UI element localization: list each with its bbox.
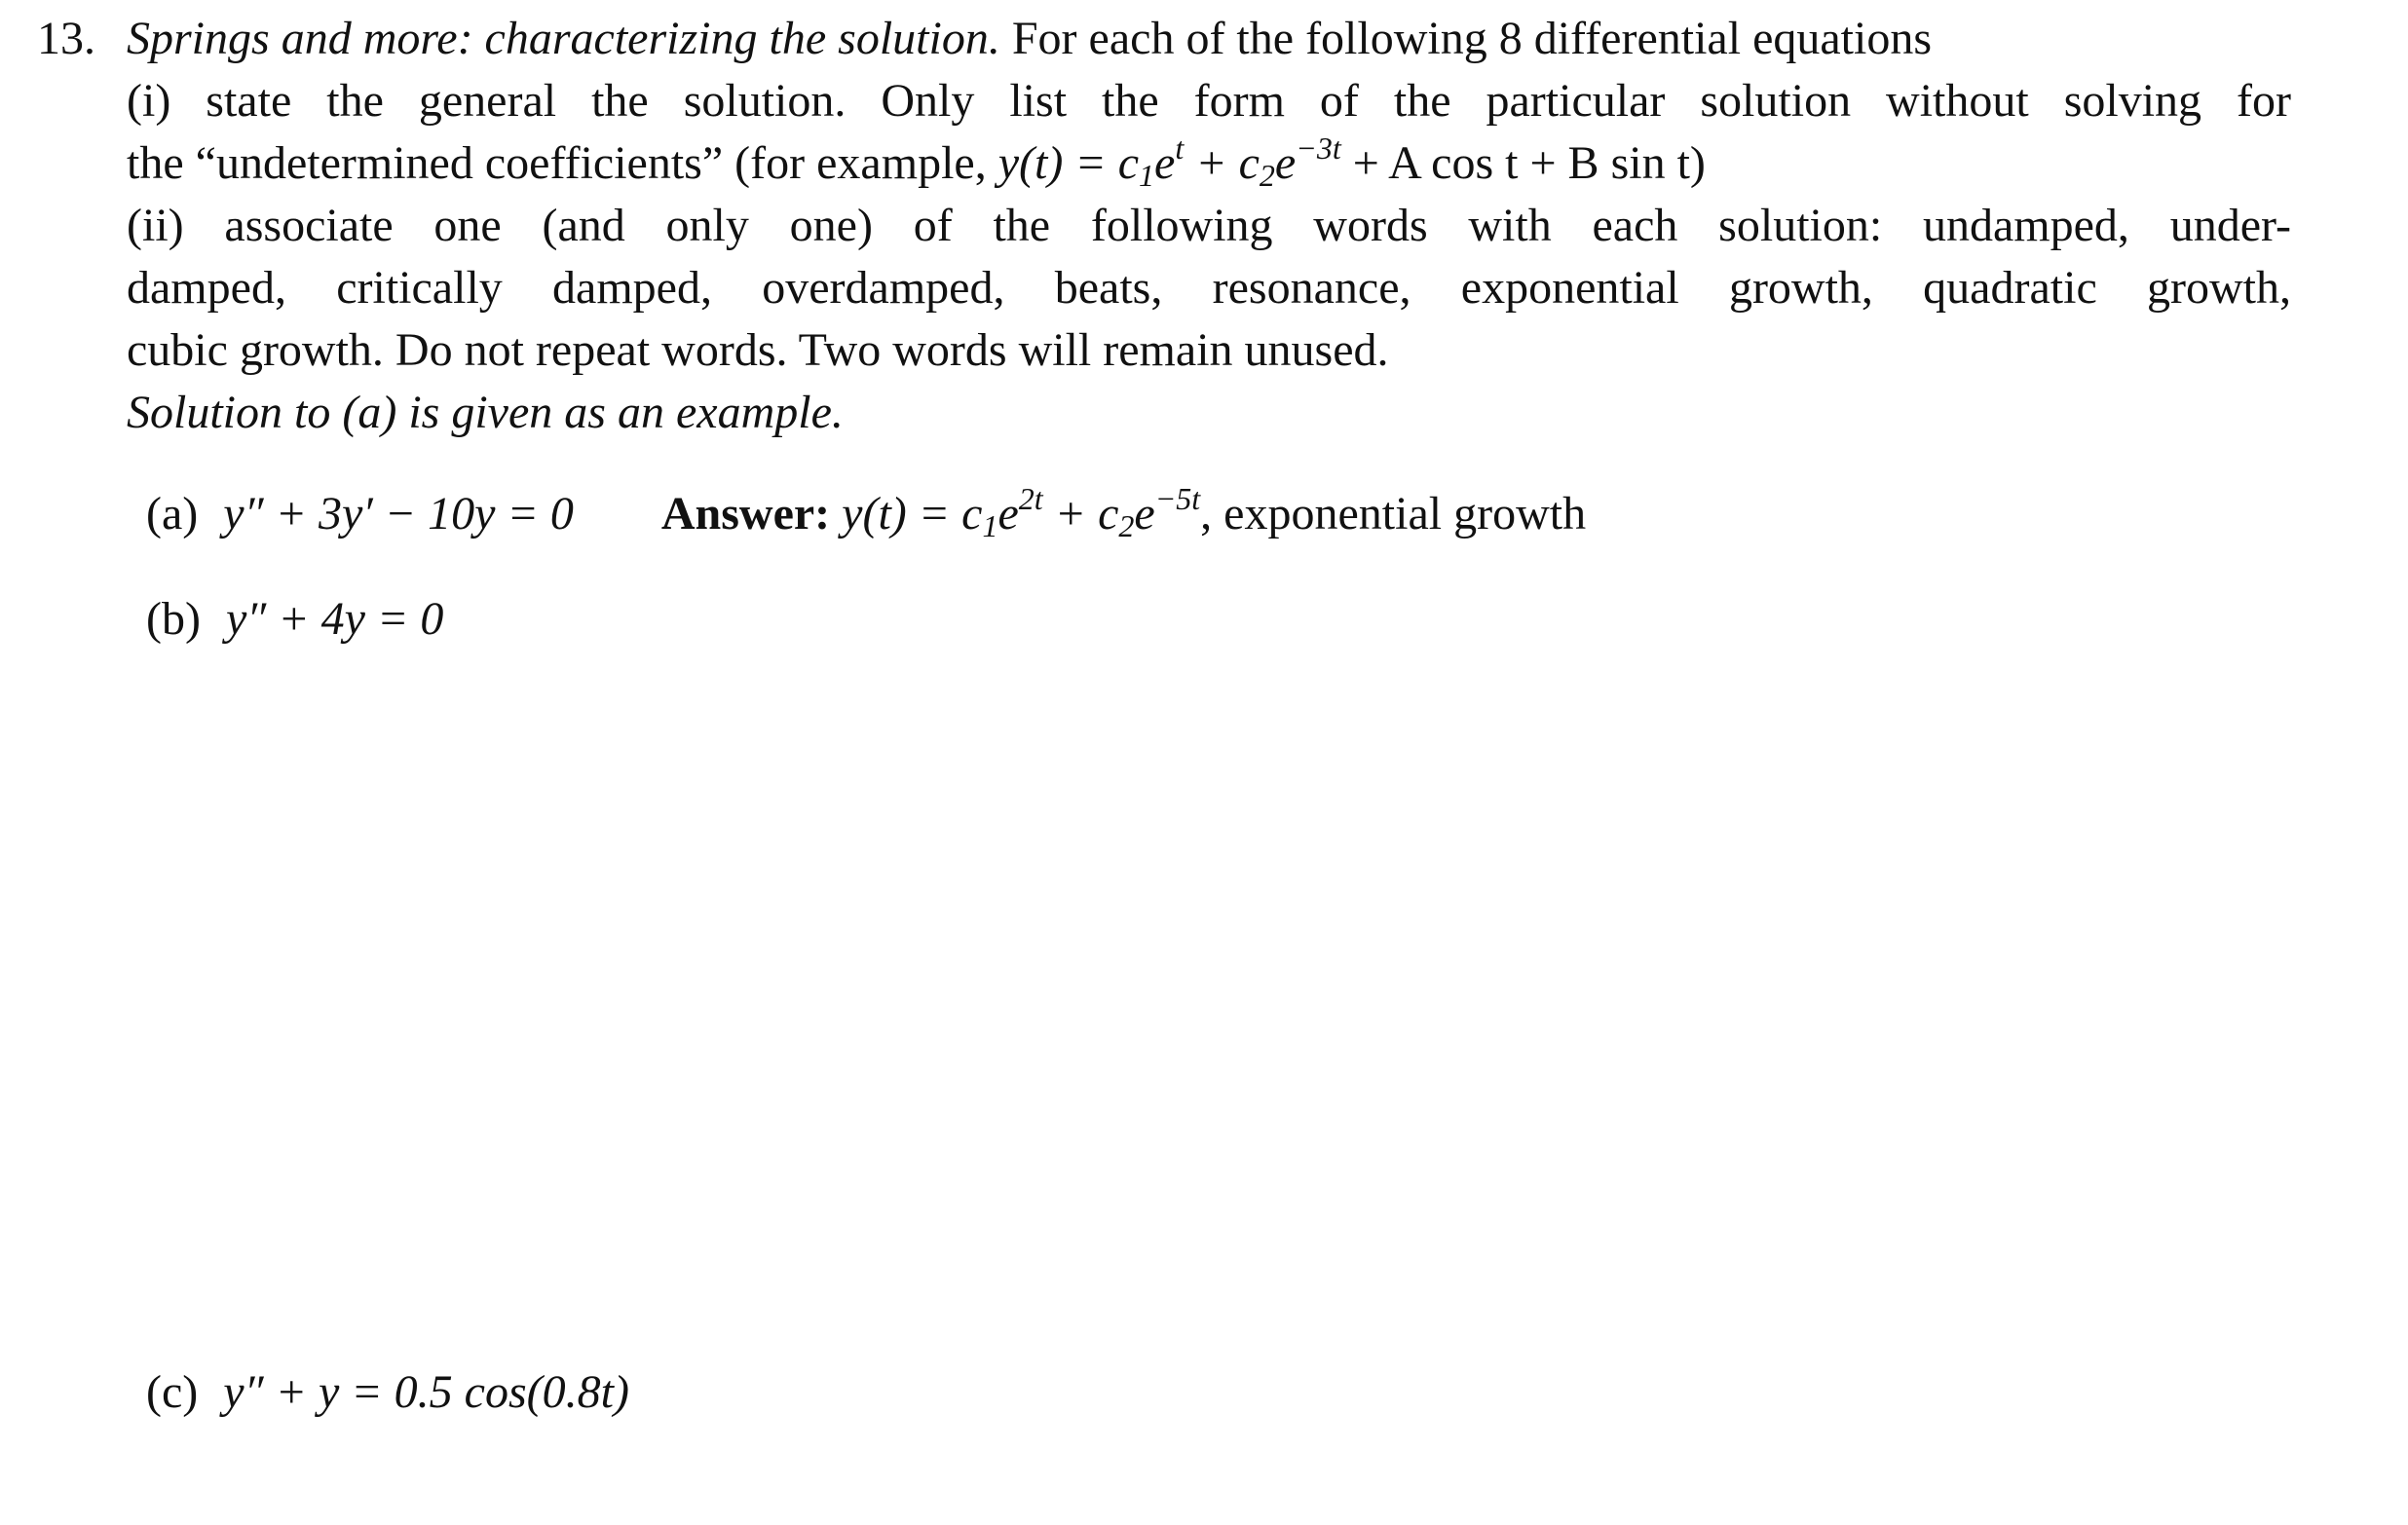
example-note: Solution to (a) is given as an example. [127, 387, 844, 438]
item-a-answer-word: exponential growth [1223, 488, 1587, 539]
item-b-equation: y″ + 4y = 0 [225, 593, 444, 645]
problem-number: 13. [37, 13, 95, 64]
part-i-example-eq: $y(t) = c_1e^t + c_2e^{-3t}$ [997, 130, 1341, 193]
item-a-answer-eq: $y(t) = c_1e^{2t} + c_2e^{-5t}$ [842, 481, 1201, 543]
part-i-line-2 [127, 132, 1706, 195]
problem-heading [127, 8, 1932, 70]
item-a-answer-label: Answer: [660, 488, 831, 539]
part-i-line-1: (i) state the general the solution. Only list the form of the particular solution without solving for [127, 75, 2291, 127]
problem-intro: For each of the following 8 differential equations [1011, 13, 1933, 64]
item-c-equation: y″ + y = 0.5 cos(0.8t) [223, 1366, 629, 1418]
part-i-example-eq-tail: + A cos t + B sin t) [1352, 137, 1706, 189]
item-b-label: (b) [146, 593, 201, 645]
item-b [146, 588, 443, 651]
item-a-equation: y″ + 3y′ − 10y = 0 [223, 488, 574, 539]
problem-title: Springs and more: characterizing the solution. [127, 13, 1000, 64]
item-c-label: (c) [146, 1366, 199, 1418]
example-eq-lhs: y(t) = c [997, 137, 1140, 189]
answer-eq-lhs: y(t) = c [842, 488, 983, 539]
item-c [146, 1361, 629, 1424]
part-ii-line-2: damped, critically damped, overdamped, beats, resonance, exponential growth, quadratic growth, [127, 262, 2291, 314]
part-ii-line-3: cubic growth. Do not repeat words. Two words will remain unused. [127, 324, 1389, 376]
item-a-label: (a) [146, 488, 199, 539]
item-a: (a) y″ + 3y′ − 10y = 0 Answer: $y(t) = c_1e^{2t} + c_2e^{-5t}$, exponential growth [146, 481, 1587, 543]
part-i-example-text: the “undetermined coefficients” (for example, [127, 137, 987, 189]
part-ii-line-1: (ii) associate one (and only one) of the following words with each solution: undamped, under- [127, 200, 2291, 251]
